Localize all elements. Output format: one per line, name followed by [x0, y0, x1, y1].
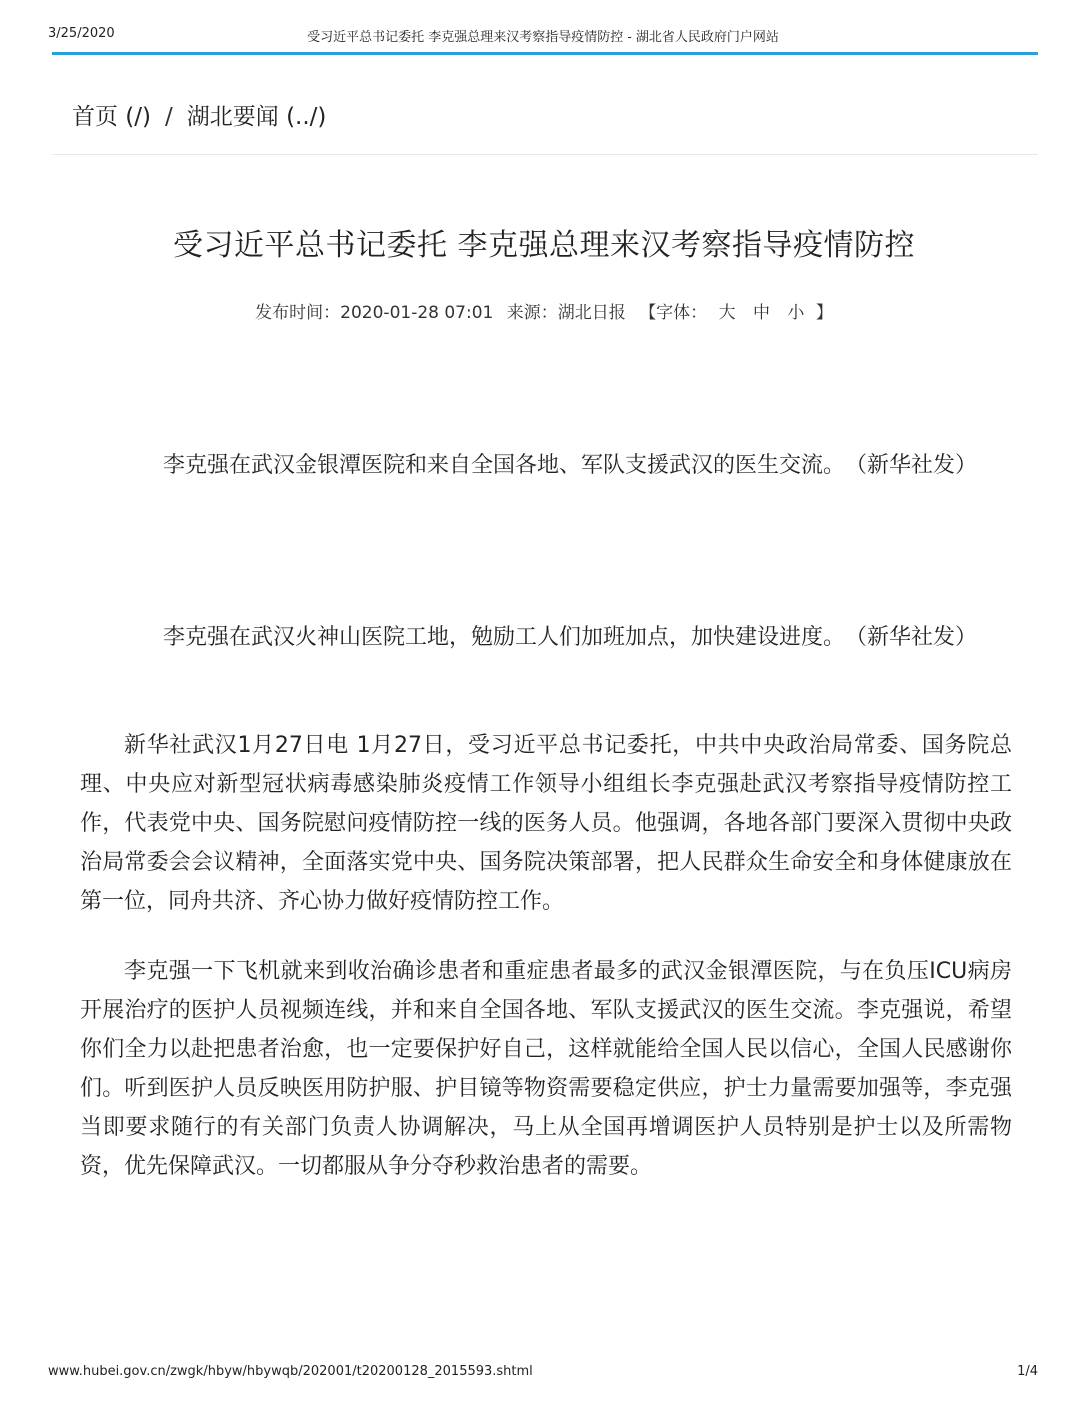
photo-caption: 李克强在武汉金银潭医院和来自全国各地、军队支援武汉的医生交流。 （新华社发）: [162, 453, 977, 478]
header-accent-line: [52, 52, 1038, 55]
article-source: 来源：湖北日报: [506, 303, 626, 323]
article-paragraph: 李克强一下飞机就来到收治确诊患者和重症患者最多的武汉金银潭医院，与在负压ICU病房开展治疗的医护人员视频连线，并和来自全国各地、军队支援武汉的医生交流。李克强说，希望你们全力以赴把患者治愈，也一定要保护好自己，这样就能给全国人民以信心，全国人民感谢你们。听到医护人员反映医用防护服、护目镜等物资需要稳定供应，护士力量需要加强等，李克强当即要求随行的有关部门负责人协调解决，马上从全国再增调医护人员特别是护士以及所需物资，优先保障武汉。一切都服从争分夺秒救治患者的需要。: [80, 959, 1012, 1179]
article-paragraph: 新华社武汉1月27日电 1月27日，受习近平总书记委托，中共中央政治局常委、国务院总理、中央应对新型冠状病毒感染肺炎疫情工作领导小组组长李克强赴武汉考察指导疫情防控工作，代表党中央、国务院慰问疫情防控一线的医务人员。他强调，各地各部门要深入贯彻中央政治局常委会会议精神，全面落实党中央、国务院决策部署，把人民群众生命安全和身体健康放在第一位，同舟共济、齐心协力做好疫情防控工作。: [80, 733, 1012, 914]
print-header: [48, 26, 1038, 48]
photo-caption: 李克强在武汉火神山医院工地，勉励工人们加班加点，加快建设进度。 （新华社发）: [162, 625, 977, 650]
breadcrumb-separator: /: [165, 104, 173, 130]
page-number: 1/4: [1017, 1364, 1038, 1379]
article-meta: [0, 298, 1088, 323]
font-size-medium-button[interactable]: 中: [753, 303, 770, 323]
breadcrumb: [72, 98, 326, 131]
breadcrumb-home-link[interactable]: 首页 (/): [72, 104, 152, 130]
breadcrumb-divider: [52, 154, 1038, 155]
print-date: 3/25/2020: [48, 26, 115, 41]
article-title: 受习近平总书记委托 李克强总理来汉考察指导疫情防控: [172, 228, 916, 263]
print-page-title: 受习近平总书记委托 李克强总理来汉考察指导疫情防控 - 湖北省人民政府门户网站: [307, 30, 779, 45]
font-size-small-button[interactable]: 小: [787, 303, 805, 323]
font-size-close-bracket: 】: [815, 303, 833, 323]
print-url: www.hubei.gov.cn/zwgk/hbyw/hbywqb/202001/t20200128_2015593.shtml: [48, 1364, 533, 1379]
font-size-large-button[interactable]: 大: [718, 303, 736, 323]
font-size-label: 【字体：: [639, 303, 708, 323]
font-size-control: [639, 303, 833, 323]
publish-time: 发布时间：2020-01-28 07:01: [255, 303, 494, 323]
breadcrumb-section-link[interactable]: 湖北要闻 (../): [186, 104, 327, 130]
